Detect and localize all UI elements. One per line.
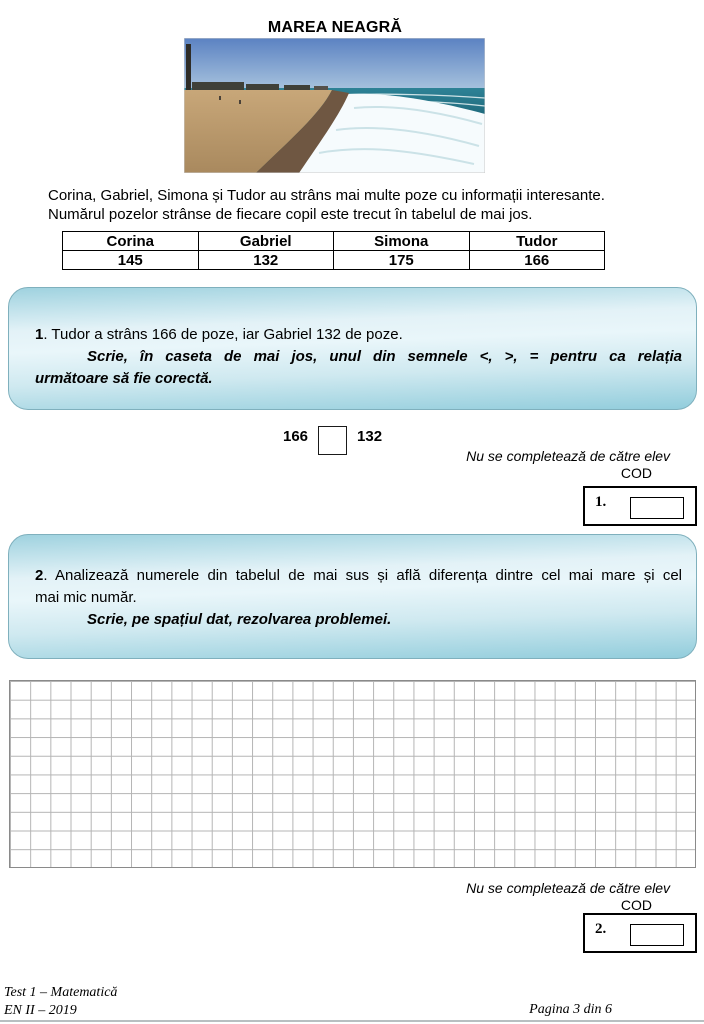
page-title: MAREA NEAGRĂ	[267, 19, 403, 36]
answer-input-box[interactable]	[318, 426, 347, 455]
table-header-cell: Corina	[63, 232, 199, 251]
table-value-row	[63, 251, 605, 270]
cod-label-2: COD	[620, 897, 652, 913]
question1-box	[8, 287, 697, 410]
question2-statement-line2: mai mic număr.	[35, 589, 137, 606]
cod-score-field-1	[630, 497, 684, 519]
worksheet-grid[interactable]	[9, 680, 696, 868]
comparison-row	[283, 424, 382, 455]
table-value-cell: 166	[469, 251, 605, 270]
comparison-left-value: 166	[283, 428, 309, 445]
grader-note-1: Nu se completează de către elev	[466, 448, 670, 464]
table-header-cell: Gabriel	[198, 232, 334, 251]
cod-item-number-2: 2.	[595, 921, 607, 937]
cod-label-1: COD	[620, 465, 652, 481]
table-value-cell: 145	[63, 251, 199, 270]
cod-item-number-1: 1.	[595, 494, 607, 510]
table-value-cell: 132	[198, 251, 334, 270]
footer-left	[4, 984, 117, 1020]
question1-number: 1	[35, 326, 44, 343]
question2-statement-line1: 2. Analizează numerele din tabelul de mai sus și află diferența dintre cel mai mare și cel	[35, 567, 682, 584]
footer-page-number: Pagina 3 din 6	[529, 1002, 612, 1017]
table-value-cell: 175	[334, 251, 470, 270]
intro-line-2: Numărul pozelor strânse de fiecare copil este trecut în tabelul de mai jos.	[48, 206, 533, 223]
grader-note-2: Nu se completează de către elev	[466, 880, 670, 896]
footer-test-name: Test 1 – Matematică	[4, 985, 118, 1000]
question1-statement: 1. Tudor a strâns 166 de poze, iar Gabriel 132 de poze.	[35, 326, 403, 343]
question2-instruction: Scrie, pe spațiul dat, rezolvarea problemei.	[87, 611, 392, 628]
question1-instruction-line2: următoare să fie corectă.	[35, 370, 213, 387]
cod-box-1	[583, 486, 697, 526]
cod-box-2	[583, 913, 697, 953]
footer-edition: EN II – 2019	[4, 1003, 77, 1018]
table-header-cell: Simona	[334, 232, 470, 251]
photo-count-table	[62, 231, 605, 270]
table-header-row	[63, 232, 605, 251]
table-header-cell: Tudor	[469, 232, 605, 251]
cod-score-field-2	[630, 924, 684, 946]
question2-box	[8, 534, 697, 659]
question1-instruction-line1: Scrie, în caseta de mai jos, unul din semnele <, >, = pentru ca relația	[87, 348, 682, 365]
question2-number: 2	[35, 567, 44, 584]
intro-paragraph	[48, 186, 668, 224]
page-bottom-rule	[0, 1020, 704, 1022]
intro-line-1: Corina, Gabriel, Simona și Tudor au strâns mai multe poze cu informații interesante.	[48, 187, 605, 204]
beach-photo	[184, 38, 485, 173]
comparison-right-value: 132	[357, 428, 383, 445]
